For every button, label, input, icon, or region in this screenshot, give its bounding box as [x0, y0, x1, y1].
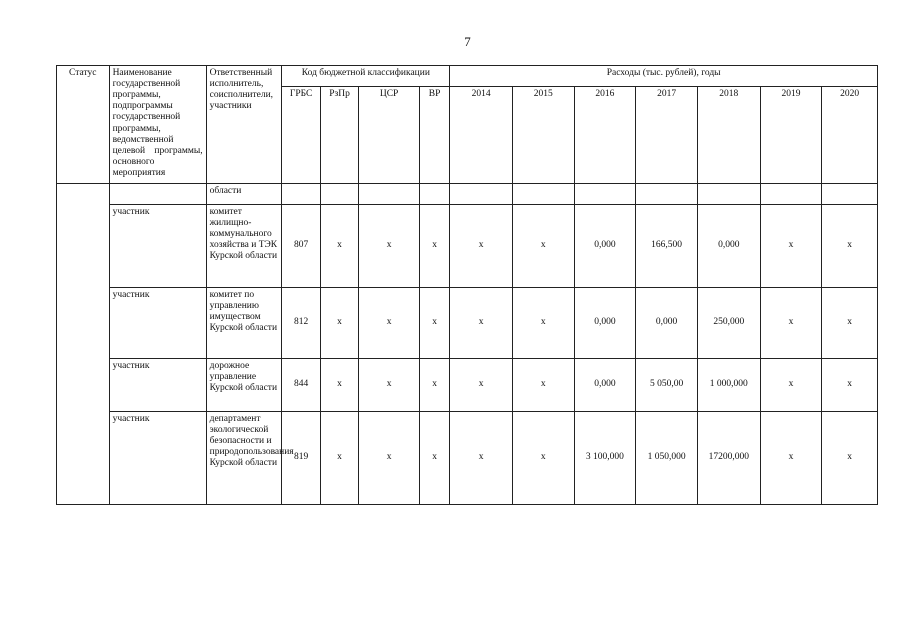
row-grbs: 807	[282, 205, 320, 288]
row-value-2015: x	[512, 288, 574, 359]
header-year-2018: 2018	[697, 87, 760, 184]
row-value-2015: x	[512, 412, 574, 505]
table-row	[57, 205, 878, 288]
row-value-2019: x	[760, 359, 822, 412]
row-responsible: департамент экологической безопасности и природопользования Курской области	[206, 412, 282, 505]
header-code-vr: ВР	[419, 87, 449, 184]
row-csr: x	[359, 412, 420, 505]
row-value-2020: x	[822, 288, 878, 359]
header-year-2016: 2016	[574, 87, 636, 184]
header-year-2019: 2019	[760, 87, 822, 184]
row-value-2016: 0,000	[574, 359, 636, 412]
row-value-2016: 0,000	[574, 205, 636, 288]
row-vr: x	[419, 205, 449, 288]
table-cell	[512, 184, 574, 205]
header-row-top	[57, 66, 878, 87]
budget-table	[56, 65, 878, 505]
row-value-2014: x	[450, 205, 513, 288]
row-value-2015: x	[512, 359, 574, 412]
header-year-2015: 2015	[512, 87, 574, 184]
row-vr: x	[419, 412, 449, 505]
row-value-2016: 3 100,000	[574, 412, 636, 505]
header-expenses: Расходы (тыс. рублей), годы	[450, 66, 878, 87]
table-cell	[359, 184, 420, 205]
row-rzpr: x	[320, 288, 358, 359]
row-responsible: области	[206, 184, 282, 205]
row-rzpr: x	[320, 359, 358, 412]
row-value-2015: x	[512, 205, 574, 288]
row-value-2020: x	[822, 359, 878, 412]
row-value-2018: 1 000,000	[697, 359, 760, 412]
row-value-2014: x	[450, 412, 513, 505]
row-value-2014: x	[450, 288, 513, 359]
table-cell	[697, 184, 760, 205]
table-row	[57, 359, 878, 412]
row-grbs: 844	[282, 359, 320, 412]
row-value-2017: 166,500	[636, 205, 698, 288]
row-value-2017: 1 050,000	[636, 412, 698, 505]
row-csr: x	[359, 288, 420, 359]
row-responsible: дорожное управление Курской области	[206, 359, 282, 412]
header-program-name: Наименование государственной программы, подпрограммы государственной программы, ведомственной целевой программы, основного мероприятия	[109, 66, 206, 184]
row-vr: x	[419, 288, 449, 359]
row-value-2014: x	[450, 359, 513, 412]
row-csr: x	[359, 359, 420, 412]
header-code-csr: ЦСР	[359, 87, 420, 184]
row-value-2017: 0,000	[636, 288, 698, 359]
header-responsible: Ответственный исполнитель, соисполнители, участники	[206, 66, 282, 184]
row-csr: x	[359, 205, 420, 288]
row-status: участник	[109, 359, 206, 412]
header-status: Статус	[57, 66, 110, 184]
header-code-grbs: ГРБС	[282, 87, 320, 184]
row-status: участник	[109, 288, 206, 359]
status-column-continuation	[57, 184, 110, 505]
row-grbs: 812	[282, 288, 320, 359]
row-responsible: комитет жилищно-коммунального хозяйства и ТЭК Курской области	[206, 205, 282, 288]
row-value-2018: 250,000	[697, 288, 760, 359]
row-status: участник	[109, 412, 206, 505]
row-vr: x	[419, 359, 449, 412]
row-responsible: комитет по управлению имуществом Курской области	[206, 288, 282, 359]
table-cell	[320, 184, 358, 205]
table-cell	[419, 184, 449, 205]
table-cell	[574, 184, 636, 205]
table-row	[57, 184, 878, 205]
header-year-2020: 2020	[822, 87, 878, 184]
page-number: 7	[464, 34, 471, 49]
table-row	[57, 288, 878, 359]
row-value-2019: x	[760, 288, 822, 359]
row-value-2018: 0,000	[697, 205, 760, 288]
table-cell	[109, 184, 206, 205]
table-cell	[282, 184, 320, 205]
row-value-2017: 5 050,00	[636, 359, 698, 412]
row-value-2018: 17200,000	[697, 412, 760, 505]
row-rzpr: x	[320, 412, 358, 505]
row-value-2016: 0,000	[574, 288, 636, 359]
row-rzpr: x	[320, 205, 358, 288]
header-year-2014: 2014	[450, 87, 513, 184]
row-value-2019: x	[760, 205, 822, 288]
table-row	[57, 412, 878, 505]
row-value-2020: x	[822, 205, 878, 288]
row-status: участник	[109, 205, 206, 288]
row-value-2020: x	[822, 412, 878, 505]
table-cell	[636, 184, 698, 205]
table-cell	[822, 184, 878, 205]
header-year-2017: 2017	[636, 87, 698, 184]
row-value-2019: x	[760, 412, 822, 505]
header-code-rzpr: РзПр	[320, 87, 358, 184]
table-cell	[760, 184, 822, 205]
row-grbs: 819	[282, 412, 320, 505]
table-cell	[450, 184, 513, 205]
header-budget-code: Код бюджетной классификации	[282, 66, 450, 87]
